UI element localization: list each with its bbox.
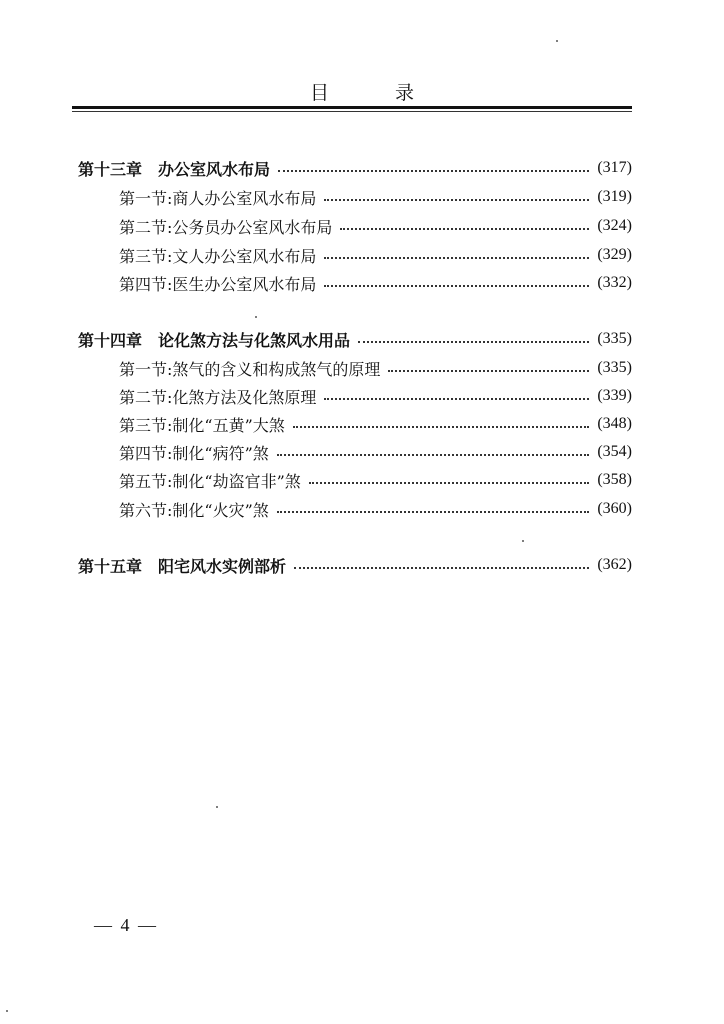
toc-entry-label: 第四节:医生办公室风水布局: [119, 274, 317, 294]
toc-entry-page: (339): [597, 387, 632, 404]
toc-entry-chapter[interactable]: [78, 552, 632, 578]
toc-entry-page: (335): [597, 330, 632, 347]
toc-entry-page: (329): [597, 246, 632, 263]
dot-leader: [294, 567, 589, 569]
toc-entry-label: 第二节:化煞方法及化煞原理: [119, 387, 317, 407]
toc-entry-section[interactable]: [78, 213, 632, 239]
toc-entry-section[interactable]: [78, 184, 632, 210]
scan-speck: [216, 806, 218, 808]
toc-entry-section[interactable]: [78, 439, 632, 465]
toc-entry-section[interactable]: [78, 355, 632, 381]
toc-entry-section[interactable]: [78, 411, 632, 437]
dot-leader: [324, 398, 589, 400]
toc-entry-label: 第四节:制化“病符”煞: [119, 443, 269, 463]
toc-entry-page: (348): [597, 415, 632, 432]
toc-entry-label: 第十五章 阳宅风水实例部析: [78, 556, 287, 576]
toc-entry-label: 第三节:制化“五黄”大煞: [119, 415, 285, 435]
dot-leader: [388, 370, 589, 372]
toc-entry-page: (360): [597, 500, 632, 517]
toc-entry-section[interactable]: [78, 496, 632, 522]
toc-entry-chapter[interactable]: [78, 326, 632, 352]
toc-entry-page: (354): [597, 443, 632, 460]
dot-leader: [358, 341, 589, 343]
dot-leader: [324, 285, 589, 287]
toc-entry-label: 第一节:商人办公室风水布局: [119, 188, 317, 208]
toc-entry-label: 第一节:煞气的含义和构成煞气的原理: [119, 359, 381, 379]
page-number: — 4 —: [94, 915, 158, 935]
toc-entry-page: (332): [597, 274, 632, 291]
dot-leader: [278, 170, 589, 172]
toc-entry-label: 第六节:制化“火灾”煞: [119, 500, 269, 520]
scan-speck: [255, 316, 257, 318]
dot-leader: [277, 454, 590, 456]
toc-entry-page: (335): [597, 359, 632, 376]
dot-leader: [309, 482, 590, 484]
toc-entry-label: 第二节:公务员办公室风水布局: [119, 217, 333, 237]
page-title: 目 录: [309, 82, 445, 104]
scan-speck: [556, 40, 558, 42]
toc-entry-page: (317): [597, 159, 632, 176]
scan-speck: [522, 540, 524, 542]
toc-entry-section[interactable]: [78, 467, 632, 493]
dot-leader: [293, 426, 590, 428]
toc-entry-section[interactable]: [78, 383, 632, 409]
toc-entry-label: 第十四章 论化煞方法与化煞风水用品: [78, 330, 351, 350]
scan-speck: [6, 1010, 8, 1012]
dot-leader: [324, 199, 589, 201]
toc-entry-page: (362): [597, 556, 632, 573]
dot-leader: [340, 228, 589, 230]
toc-entry-section[interactable]: [78, 270, 632, 296]
header-rule: [72, 106, 632, 109]
toc-entry-page: (324): [597, 217, 632, 234]
toc-entry-page: (358): [597, 471, 632, 488]
dot-leader: [324, 257, 589, 259]
toc-entry-page: (319): [597, 188, 632, 205]
header-rule-thin: [72, 111, 632, 112]
toc-entry-label: 第三节:文人办公室风水布局: [119, 246, 317, 266]
toc-entry-label: 第十三章 办公室风水布局: [78, 159, 271, 179]
dot-leader: [277, 511, 590, 513]
toc-entry-label: 第五节:制化“劫盗官非”煞: [119, 471, 301, 491]
toc-entry-section[interactable]: [78, 242, 632, 268]
toc-entry-chapter[interactable]: [78, 155, 632, 181]
